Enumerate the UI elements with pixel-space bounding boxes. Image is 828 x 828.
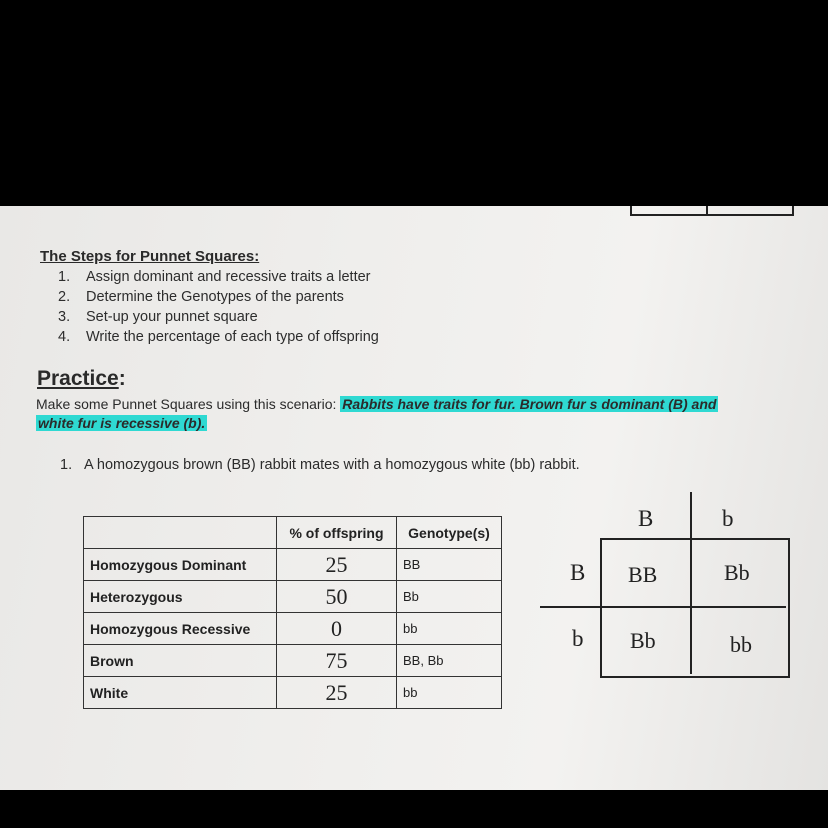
row-label: White [84,677,277,709]
genotype-cell: bb [397,613,502,645]
percent-cell: 25 [277,677,397,709]
percent-cell: 75 [277,645,397,677]
previous-table-edge [630,206,794,216]
allele-top-2: b [722,506,734,531]
punnett-cell: Bb [724,560,750,585]
percent-cell: 50 [277,581,397,613]
percent-cell: 0 [277,613,397,645]
worksheet-page [0,206,828,790]
punnett-square [540,500,800,690]
genotype-cell: BB, Bb [397,645,502,677]
punnett-grid [600,538,790,678]
question-1: 1. A homozygous brown (BB) rabbit mates with a homozygous white (bb) rabbit. [60,457,580,473]
table-row [84,581,502,613]
punnett-cell: Bb [630,628,656,653]
scenario-line-1: Make some Punnet Squares using this scenario: Rabbits have traits for fur. Brown fur s dominant (B) and [36,396,717,412]
table-header-row [84,517,502,549]
table-row [84,677,502,709]
header-cell: Genotype(s) [397,517,502,549]
header-cell: % of offspring [277,517,397,549]
allele-side-1: B [570,560,586,585]
punnett-cell: BB [628,562,658,587]
offspring-table [83,516,502,709]
steps-title: The Steps for Punnet Squares: [40,248,260,265]
row-label: Brown [84,645,277,677]
practice-heading: Practice: [37,367,126,390]
table-row [84,645,502,677]
allele-top-1: B [638,506,654,531]
table-row [84,613,502,645]
genotype-cell: bb [397,677,502,709]
punnett-cell: bb [730,632,752,657]
percent-cell: 25 [277,549,397,581]
header-cell [84,517,277,549]
table-row [84,549,502,581]
highlighted-text: white fur is recessive (b). [38,415,206,431]
list-item: 3. Set-up your punnet square [58,309,258,325]
steps-list [58,267,379,347]
row-label: Homozygous Recessive [84,613,277,645]
genotype-cell: Bb [397,581,502,613]
allele-side-2: b [572,626,584,651]
genotype-cell: BB [397,549,502,581]
scenario-line-2 [36,415,207,431]
list-item: 4. Write the percentage of each type of offspring [58,329,379,345]
row-label: Heterozygous [84,581,277,613]
list-item: 2. Determine the Genotypes of the parents [58,289,344,305]
list-item: 1. Assign dominant and recessive traits a letter [58,269,371,285]
highlighted-text: Rabbits have traits for fur. Brown fur s dominant (B) and [342,396,717,412]
row-label: Homozygous Dominant [84,549,277,581]
